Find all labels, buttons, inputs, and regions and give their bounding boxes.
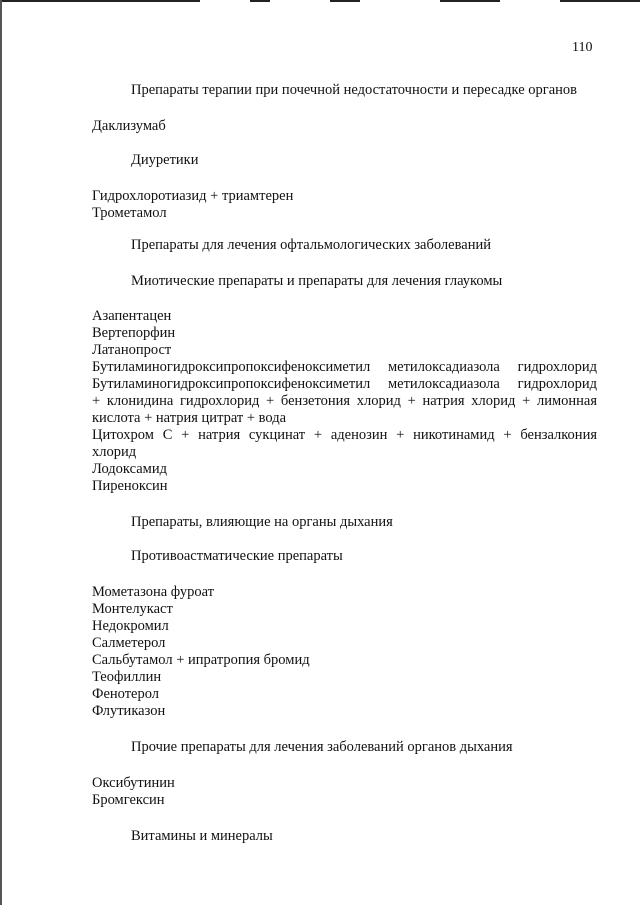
- drug-item: Недокромил: [92, 618, 169, 634]
- drug-item: Флутиказон: [92, 703, 166, 719]
- scan-edge-mark: [0, 0, 200, 2]
- section-heading-other-respiratory: Прочие препараты для лечения заболеваний органов дыхания: [131, 739, 513, 755]
- drug-item: Латанопрост: [92, 342, 172, 358]
- drug-item: Фенотерол: [92, 686, 160, 702]
- drug-item-continued: + клонидина гидрохлорид + бензетония хлорид + натрия хлорид + лимонная: [92, 393, 597, 409]
- drug-item-continued: кислота + натрия цитрат + вода: [92, 410, 287, 426]
- drug-item-continued: хлорид: [92, 444, 137, 460]
- drug-item: Монтелукаст: [92, 601, 173, 617]
- scan-edge-mark: [250, 0, 270, 2]
- drug-item: Оксибутинин: [92, 775, 175, 791]
- section-heading-glaucoma: Миотические препараты и препараты для лечения глаукомы: [131, 273, 503, 289]
- drug-item: Вертепорфин: [92, 325, 176, 341]
- drug-item: Теофиллин: [92, 669, 162, 685]
- scan-left-edge: [0, 0, 2, 905]
- drug-item: Даклизумаб: [92, 118, 166, 134]
- scan-edge-mark: [330, 0, 360, 2]
- drug-item: Салметерол: [92, 635, 166, 651]
- drug-item: Цитохром С + натрия сукцинат + аденозин + никотинамид + бензалкония: [92, 427, 597, 443]
- section-heading-antiasthmatic: Противоастматические препараты: [131, 548, 343, 564]
- drug-item: Лодоксамид: [92, 461, 167, 477]
- drug-item: Бромгексин: [92, 792, 165, 808]
- section-heading-respiratory: Препараты, влияющие на органы дыхания: [131, 514, 393, 530]
- scan-edge-mark: [440, 0, 500, 2]
- section-heading-renal: Препараты терапии при почечной недостаточности и пересадке органов: [131, 82, 578, 98]
- drug-item: Сальбутамол + ипратропия бромид: [92, 652, 310, 668]
- scan-top-edge: [0, 0, 640, 14]
- drug-item: Мометазона фуроат: [92, 584, 214, 600]
- scan-edge-mark: [560, 0, 640, 2]
- section-heading-ophthalmology: Препараты для лечения офтальмологических заболеваний: [131, 237, 491, 253]
- page-number: 110: [572, 40, 593, 55]
- drug-item: Пиреноксин: [92, 478, 168, 494]
- section-heading-vitamins: Витамины и минералы: [131, 828, 273, 844]
- drug-item: Трометамол: [92, 205, 167, 221]
- section-heading-diuretics: Диуретики: [131, 152, 199, 168]
- drug-item: Бутиламиногидроксипропоксифеноксиметил метилоксадиазола гидрохлорид: [92, 376, 597, 392]
- drug-item: Азапентацен: [92, 308, 172, 324]
- drug-item: Бутиламиногидроксипропоксифеноксиметил метилоксадиазола гидрохлорид: [92, 359, 597, 375]
- drug-item: Гидрохлоротиазид + триамтерен: [92, 188, 294, 204]
